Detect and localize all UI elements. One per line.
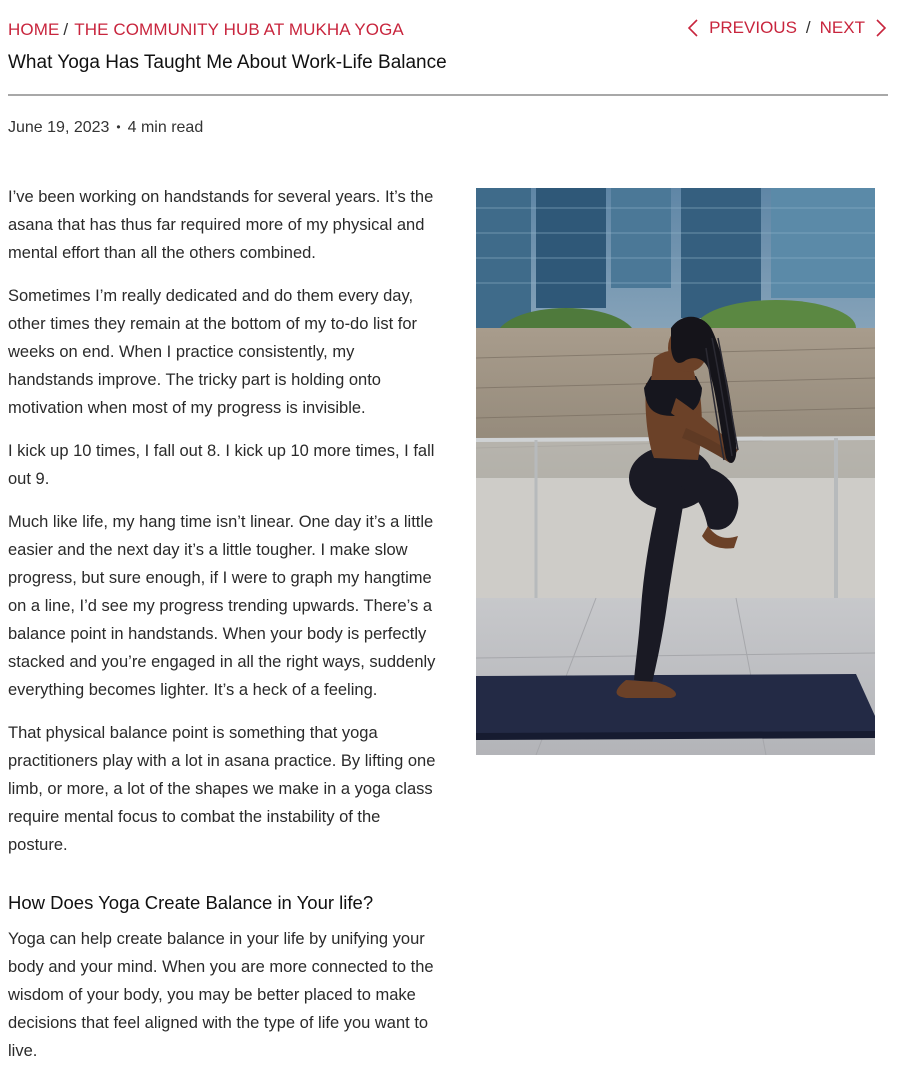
article-photo (476, 188, 875, 755)
meta-separator: • (116, 120, 121, 134)
article-paragraph: That physical balance point is something that yoga practitioners play with a lot in asana practice. By lifting one limb, or more, a lot of the shapes we make in a yoga class require mental focus to combat the instability of the posture. (8, 724, 436, 854)
previous-label: PREVIOUS (709, 18, 797, 37)
post-pager (686, 18, 888, 38)
title-divider (8, 94, 888, 96)
breadcrumb-separator: / (63, 20, 69, 39)
page-title: What Yoga Has Taught Me About Work-Life Balance (8, 52, 447, 73)
read-time: 4 min read (127, 119, 204, 136)
breadcrumb (8, 20, 404, 40)
post-date: June 19, 2023 (8, 119, 110, 136)
breadcrumb-section-link[interactable]: THE COMMUNITY HUB AT MUKHA YOGA (74, 20, 404, 39)
article-subheading: How Does Yoga Create Balance in Your life? (8, 892, 374, 913)
post-meta (8, 119, 203, 137)
article-body (8, 183, 436, 1080)
top-bar (8, 18, 888, 44)
article-paragraph: I kick up 10 times, I fall out 8. I kick up 10 more times, I fall out 9. (8, 442, 435, 488)
yoga-pose-photo (476, 188, 875, 755)
chevron-right-icon (874, 18, 888, 38)
next-post-link[interactable] (820, 18, 888, 38)
breadcrumb-home-link[interactable]: HOME (8, 20, 60, 39)
article-paragraph: I’ve been working on handstands for several years. It’s the asana that has thus far required more of my physical and mental effort than all the others combined. (8, 188, 434, 262)
pager-separator: / (805, 18, 811, 37)
article-paragraph: Yoga can help create balance in your life by unifying your body and your mind. When you are more connected to the wisdom of your body, you may be better placed to make decisions that feel aligned with the type of life you want to live. (8, 930, 434, 1060)
next-label: NEXT (819, 18, 865, 37)
article-paragraph: Much like life, my hang time isn’t linear. One day it’s a little easier and the next day it’s a little tougher. I make slow progress, but sure enough, if I were to graph my hangtime on a line, I’d see my progress trending upwards. There’s a balance point in handstands. When your body is perfectly stacked and you’re engaged in all the right ways, suddenly everything becomes lighter. It’s a heck of a feeling. (8, 513, 436, 699)
article-paragraph: Sometimes I’m really dedicated and do them every day, other times they remain at the bottom of my to-do list for weeks on end. When I practice consistently, my handstands improve. The tricky part is holding onto motivation when most of my progress is invisible. (8, 287, 418, 417)
previous-post-link[interactable] (686, 18, 797, 38)
chevron-left-icon (686, 18, 700, 38)
